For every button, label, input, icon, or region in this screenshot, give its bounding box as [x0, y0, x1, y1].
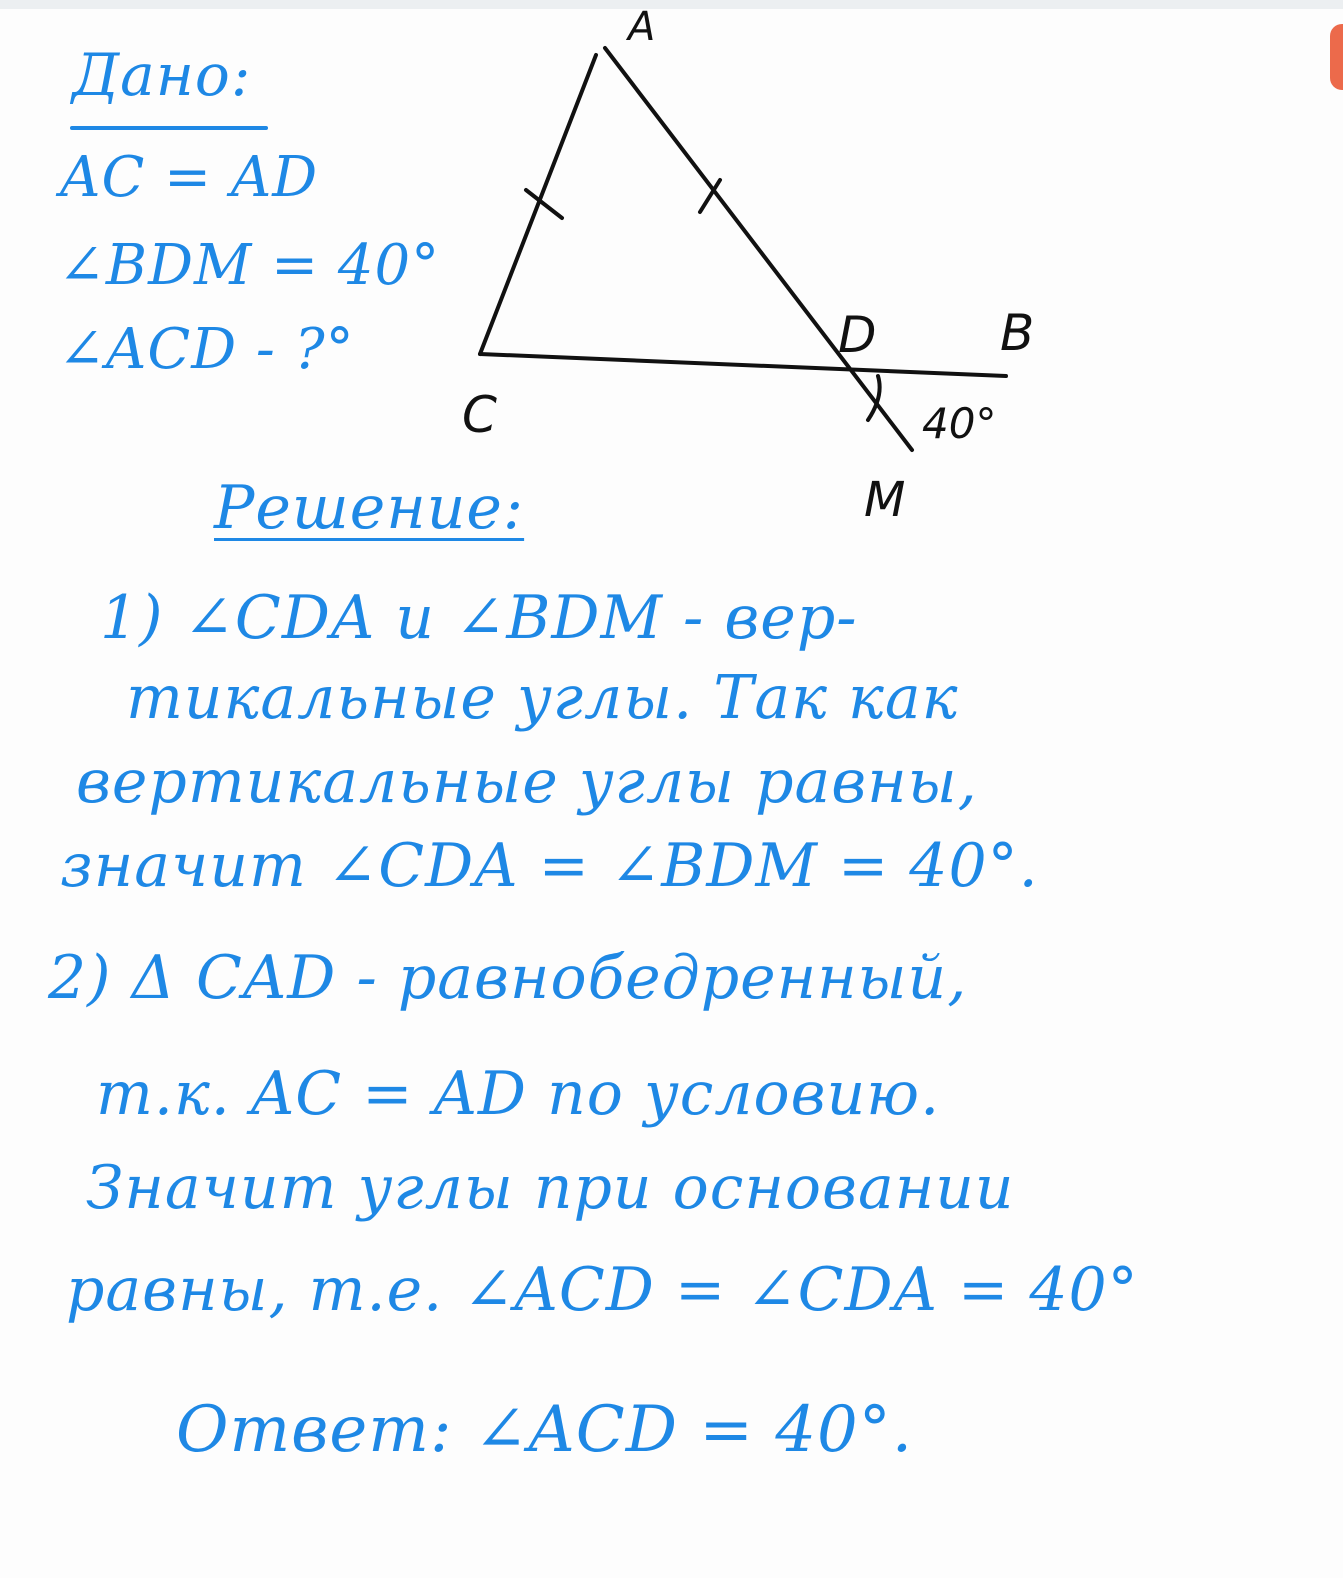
given-heading: Дано:	[72, 41, 252, 109]
solution-line-2: тикальные углы. Так как	[126, 663, 959, 733]
solution-line-5: 2) Δ CAD - равнобедренный,	[48, 943, 968, 1013]
given-line-2: ∠BDM = 40°	[58, 233, 441, 298]
answer-line: Ответ: ∠ACD = 40°.	[176, 1393, 914, 1467]
given-line-3: ∠ACD - ?°	[58, 317, 355, 382]
angle-value-label: 40°	[922, 399, 997, 448]
point-c-label: C	[462, 386, 497, 444]
segment-am	[605, 48, 912, 450]
solution-line-7: Значит углы при основании	[86, 1153, 1015, 1223]
line-cb	[480, 354, 1006, 376]
solution-line-1: 1) ∠CDA и ∠BDM - вер-	[100, 583, 858, 653]
solution-line-3: вертикальные углы равны,	[76, 747, 978, 817]
given-line-1: AC = AD	[60, 145, 319, 210]
point-m-label: M	[864, 472, 906, 528]
solution-line-6: т.к. AC = AD по условию.	[96, 1059, 941, 1129]
point-d-label: D	[838, 306, 877, 364]
segment-ac	[480, 55, 596, 354]
point-a-label: A	[628, 4, 656, 50]
solution-line-4: значит ∠CDA = ∠BDM = 40°.	[60, 831, 1039, 901]
point-b-label: B	[1000, 304, 1035, 362]
solution-heading: Решение:	[214, 473, 525, 543]
solution-line-8: равны, т.е. ∠ACD = ∠CDA = 40°	[66, 1255, 1139, 1325]
